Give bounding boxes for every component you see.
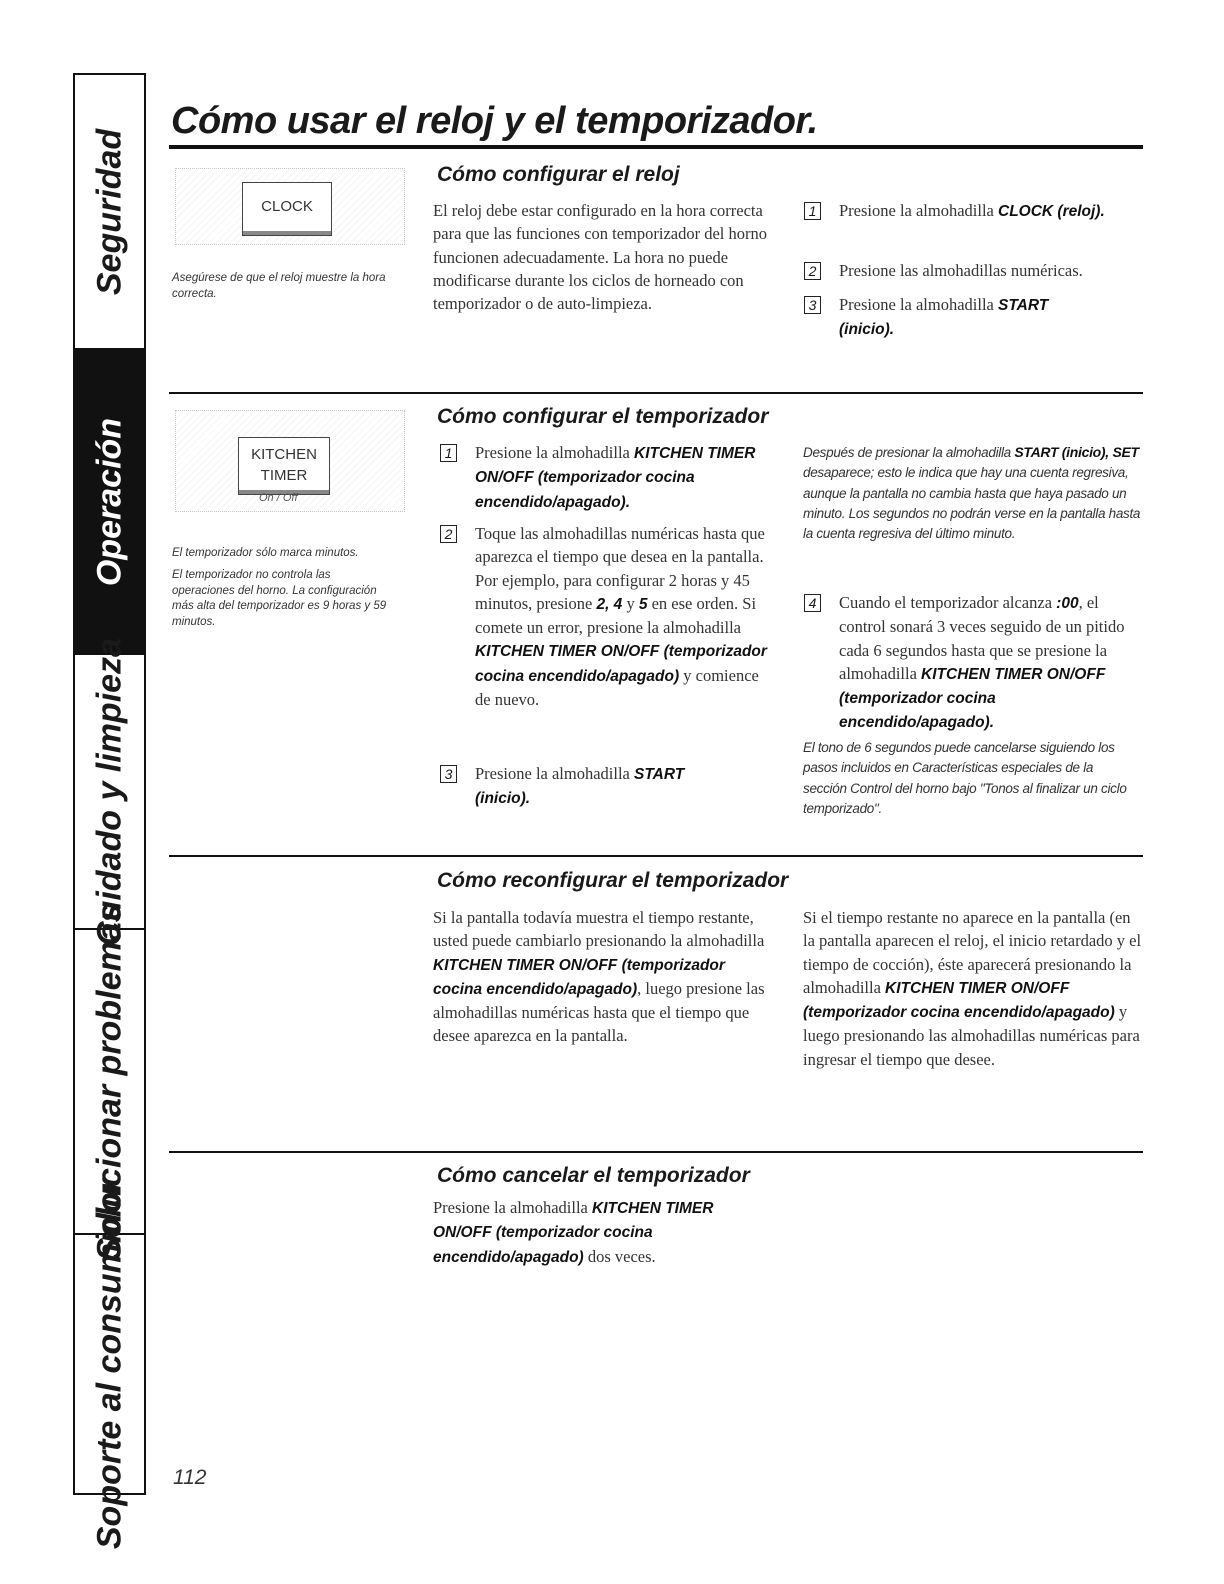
- timer-step-2: [440, 522, 780, 752]
- reset-heading: Cómo reconfigurar el temporizador: [437, 869, 789, 892]
- timer-pad-line1: KITCHEN: [251, 446, 317, 463]
- clock-pad-label: CLOCK: [261, 198, 313, 215]
- clock-pad-icon: [242, 182, 332, 236]
- cancel-heading: Cómo cancelar el temporizador: [437, 1164, 750, 1187]
- step-number-2: 2: [804, 262, 821, 280]
- page-number: 112: [173, 1466, 207, 1489]
- step-number-1: 1: [804, 202, 821, 220]
- cancel-body: Presione la almohadilla KITCHEN TIMER ON/OFF (temporizador cocina encendido/apagado) dos veces.: [433, 1198, 714, 1266]
- timer-heading: Cómo configurar el temporizador: [437, 405, 769, 428]
- timer-caption-2: El temporizador no controla las operaciones del horno. La configuración más alta del temporizador es 9 horas y 59 minutos.: [172, 569, 387, 628]
- clock-body: El reloj debe estar configurado en la hora correcta para que las funciones con temporizador del horno funcionen adecuadamente. La hora no puede modificarse durante los ciclos de horneado con temporizador o de auto-limpieza.: [433, 201, 768, 314]
- tab-label: Operación: [90, 417, 128, 586]
- tab-label: Seguridad: [90, 128, 128, 295]
- clock-step-2: [804, 259, 1149, 284]
- timer-note-1: Después de presionar la almohadilla START (inicio), SET desaparece; esto le indica que hay una cuenta regresiva, aunque la pantalla no cambia hasta que haya pasado un minuto. Los segundos no podrán verse en la pantalla hasta la cuenta regresiva del último minuto.: [803, 444, 1141, 542]
- timer-step-4: [804, 591, 1149, 731]
- tab-soporte-al-consumidor[interactable]: [75, 1178, 144, 1550]
- tab-label: Cuidado y limpieza: [90, 637, 128, 946]
- step-text: Presione la almohadilla START (inicio).: [839, 295, 1049, 339]
- timer-note-2: El tono de 6 segundos puede cancelarse siguiendo los pasos incluidos en Características especiales de la sección Control del horno bajo "Tonos al finalizar un ciclo temporizado".: [803, 740, 1127, 816]
- section-divider: [169, 855, 1143, 857]
- title-rule: [169, 145, 1143, 149]
- clock-heading: Cómo configurar el reloj: [437, 163, 680, 186]
- clock-step-3: [804, 293, 1104, 343]
- clock-caption: Asegúrese de que el reloj muestre la hora correcta.: [172, 272, 386, 300]
- step-text: Presione la almohadilla START (inicio).: [475, 764, 685, 808]
- tab-label: Soporte al consumidor: [90, 1178, 128, 1550]
- timer-pad-onoff: On / Off: [259, 492, 298, 504]
- step-number-1: 1: [440, 444, 457, 462]
- section-sidebar: [73, 73, 146, 1550]
- step-number-2: 2: [440, 525, 457, 543]
- clock-step-1: [804, 199, 1144, 249]
- tab-label: Solucionar problemas: [90, 902, 128, 1261]
- step-number-3: 3: [804, 296, 821, 314]
- kitchen-timer-pad-icon: [238, 437, 330, 495]
- clock-pad-illustration: [175, 168, 405, 245]
- step-text: Cuando el temporizador alcanza :00, el control sonará 3 veces seguido de un pitido cada 6 segundos hasta que se presione la almohadilla KITCHEN TIMER ON/OFF (temporizador cocina encendido/apagado).: [839, 593, 1125, 732]
- page-title: Cómo usar el reloj y el temporizador.: [171, 100, 818, 142]
- tab-operacion[interactable]: [75, 350, 144, 655]
- tab-seguridad[interactable]: [75, 75, 144, 350]
- timer-step-1: [440, 441, 780, 511]
- timer-caption-1: El temporizador sólo marca minutos.: [172, 547, 359, 559]
- timer-pad-illustration: [175, 410, 405, 512]
- tab-cuidado-y-limpieza[interactable]: [75, 637, 144, 946]
- step-number-3: 3: [440, 765, 457, 783]
- step-text: Presione la almohadilla CLOCK (reloj).: [839, 201, 1105, 220]
- timer-step-3: [440, 762, 740, 812]
- step-number-4: 4: [804, 594, 821, 612]
- reset-body-right: Si el tiempo restante no aparece en la pantalla (en la pantalla aparecen el reloj, el inicio retardado y el tiempo de cocción), éste aparecerá presionando la almohadilla KITCHEN TIMER ON/OFF (temporizador cocina encendido/apagado) y luego presionando las almohadillas numéricas para ingresar el tiempo que desee.: [803, 908, 1142, 1069]
- step-text: Presione las almohadillas numéricas.: [839, 261, 1083, 280]
- timer-pad-line2: TIMER: [260, 467, 308, 484]
- reset-body-left: Si la pantalla todavía muestra el tiempo restante, usted puede cambiarlo presionando la almohadilla KITCHEN TIMER ON/OFF (temporizador cocina encendido/apagado), luego presione las almohadillas numéricas hasta que el tiempo que desee aparezca en la pantalla.: [433, 908, 765, 1046]
- step-text: Toque las almohadillas numéricas hasta que aparezca el tiempo que desea en la pantalla. Por ejemplo, para configurar 2 horas y 45 minutos, presione 2, 4 y 5 en ese orden. Si comete un error, presione la almohadilla KITCHEN TIMER ON/OFF (temporizador cocina encendido/apagado) y comience de nuevo.: [475, 524, 767, 710]
- step-text: Presione la almohadilla KITCHEN TIMER ON/OFF (temporizador cocina encendido/apagado).: [475, 443, 756, 511]
- section-divider: [169, 1151, 1143, 1153]
- section-divider: [169, 392, 1143, 394]
